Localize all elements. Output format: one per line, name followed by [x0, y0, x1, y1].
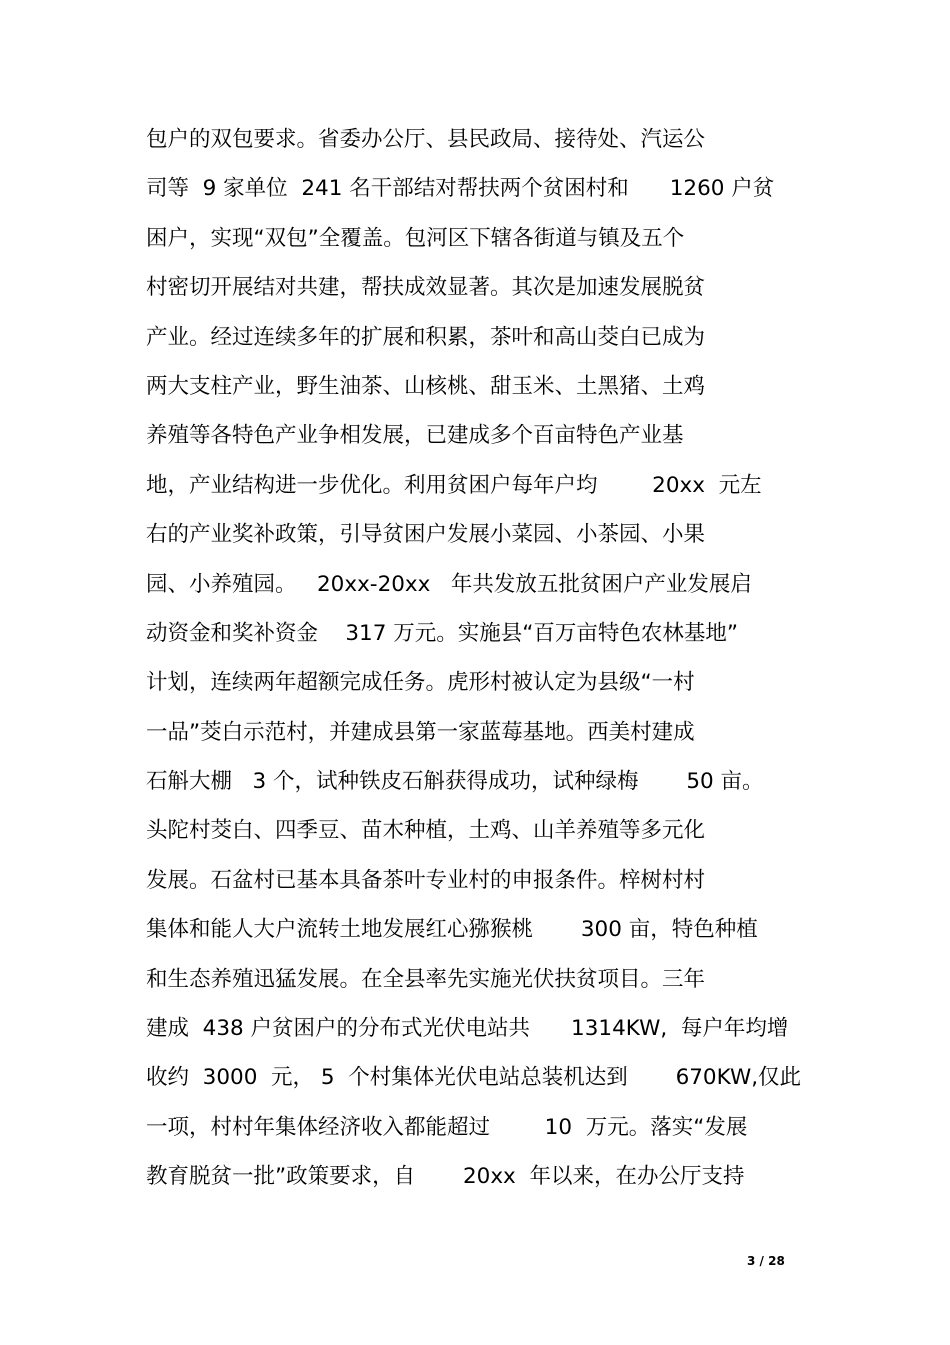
text-line: 园、小养殖园。 20xx-20xx 年共发放五批贫困户产业发展启 — [146, 571, 752, 597]
text-line: 村密切开展结对共建，帮扶成效显著。其次是加速发展脱贫 — [146, 275, 706, 301]
text-line: 动资金和奖补资金 317 万元。实施县“百万亩特色农林基地” — [146, 620, 738, 646]
text-line: 发展。石盆村已基本具备茶叶专业村的申报条件。梓树村村 — [146, 867, 706, 893]
text-line: 建成 438 户贫困户的分布式光伏电站共 1314KW, 每户年均增 — [146, 1016, 789, 1042]
text-line: 计划，连续两年超额完成任务。虎形村被认定为县级“一村 — [146, 670, 695, 696]
text-line: 两大支柱产业，野生油茶、山核桃、甜玉米、土黑猪、土鸡 — [146, 373, 706, 399]
text-line: 集体和能人大户流转土地发展红心猕猴桃 300 亩，特色种植 — [146, 917, 758, 943]
text-line: 一品”茭白示范村，并建成县第一家蓝莓基地。西美村建成 — [146, 719, 695, 745]
text-line: 收约 3000 元， 5 个村集体光伏电站总装机达到 670KW,仅此 — [146, 1065, 802, 1091]
text-line: 一项，村村年集体经济收入都能超过 10 万元。落实“发展 — [146, 1114, 748, 1140]
text-line: 包户的双包要求。省委办公厅、县民政局、接待处、汽运公 — [146, 127, 706, 152]
text-line: 头陀村茭白、四季豆、苗木种植，土鸡、山羊养殖等多元化 — [146, 818, 706, 844]
text-line: 教育脱贫一批”政策要求，自 20xx 年以来，在办公厅支持 — [146, 1164, 745, 1190]
text-line: 地，产业结构进一步优化。利用贫困户每年户均 20xx 元左 — [146, 472, 762, 498]
text-line: 右的产业奖补政策，引导贫困户发展小菜园、小茶园、小果 — [146, 522, 706, 548]
text-line: 养殖等各特色产业争相发展，已建成多个百亩特色产业基 — [146, 423, 684, 449]
text-line: 困户，实现“双包”全覆盖。包河区下辖各街道与镇及五个 — [146, 225, 685, 251]
text-line: 石斛大棚 3 个，试种铁皮石斛获得成功，试种绿梅 50 亩。 — [146, 769, 764, 795]
text-line: 司等 9 家单位 241 名干部结对帮扶两个贫困村和 1260 户贫 — [146, 176, 775, 202]
body-text — [146, 126, 826, 1213]
text-line: 产业。经过连续多年的扩展和积累，茶叶和高山茭白已成为 — [146, 324, 706, 350]
page-number: 3 / 28 — [747, 1254, 785, 1268]
text-line: 和生态养殖迅猛发展。在全县率先实施光伏扶贫项目。三年 — [146, 966, 706, 992]
